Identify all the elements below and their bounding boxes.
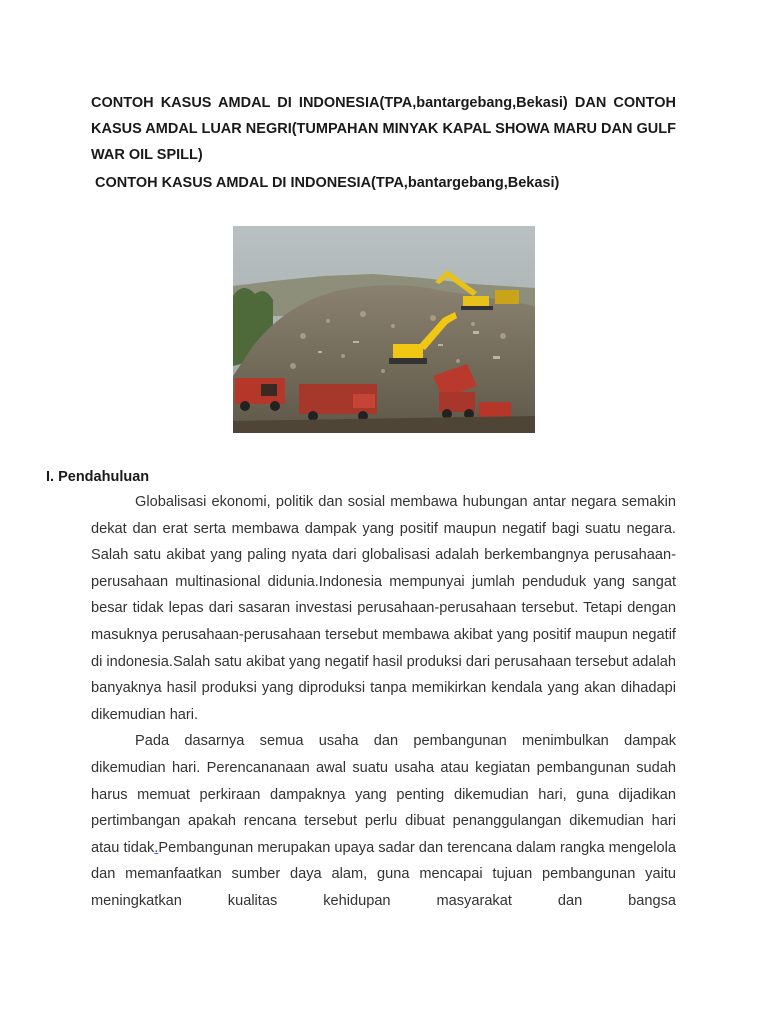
hyperlink-mark[interactable]: .: [154, 839, 159, 856]
landfill-photo-illustration: [233, 226, 535, 433]
document-title: CONTOH KASUS AMDAL DI INDONESIA(TPA,bantargebang,Bekasi) DAN CONTOH KASUS AMDAL LUAR NEGRI(TUMPAHAN MINYAK KAPAL SHOWA MARU DAN GULF WAR OIL SPILL): [91, 95, 676, 163]
document-subtitle: CONTOH KASUS AMDAL DI INDONESIA(TPA,bantargebang,Bekasi): [95, 175, 560, 191]
paragraph-2-part-2: Pembangunan merupakan upaya sadar dan terencana dalam rangka mengelola dan memanfaatkan sumber daya alam, guna mencapai tujuan pembangunan yaitu meningkatkan kualitas kehidupan masyarakat dan bangsa: [91, 839, 676, 909]
paragraph-2-part-1: Pada dasarnya semua usaha dan pembangunan menimbulkan dampak dikemudian hari. Perencananaan awal suatu usaha atau kegiatan pembangunan sudah harus memuat perkiraan dampaknya yang penting dikemudian hari, guna dijadikan pertimbangan apakah rencana tersebut perlu dibuat penanggulangan dikemudian hari atau tidak: [91, 733, 676, 856]
landfill-photo: [233, 226, 535, 433]
paragraph-1: Globalisasi ekonomi, politik dan sosial membawa hubungan antar negara semakin dekat dan erat serta membawa dampak yang positif maupun negatif bagi suatu negara. Salah satu akibat yang paling nyata dari globalisasi adalah berkembangnya perusahaan-perusahaan multinasional didunia.Indonesia mempunyai jumlah penduduk yang sangat besar tidak lepas dari sasaran investasi perusahaan-perusahaan tersebut. Tetapi dengan masuknya perusahaan-perusahaan tersebut membawa akibat yang positif maupun negatif di indonesia.Salah satu akibat yang negatif hasil produksi dari perusahaan tersebut adalah banyaknya hasil produksi yang diproduksi tanpa memikirkan kendala yang akan dihadapi dikemudian hari.: [91, 494, 676, 723]
paragraph-2: [91, 728, 676, 914]
body-text: [91, 489, 676, 915]
section-heading: I. Pendahuluan: [46, 469, 150, 485]
